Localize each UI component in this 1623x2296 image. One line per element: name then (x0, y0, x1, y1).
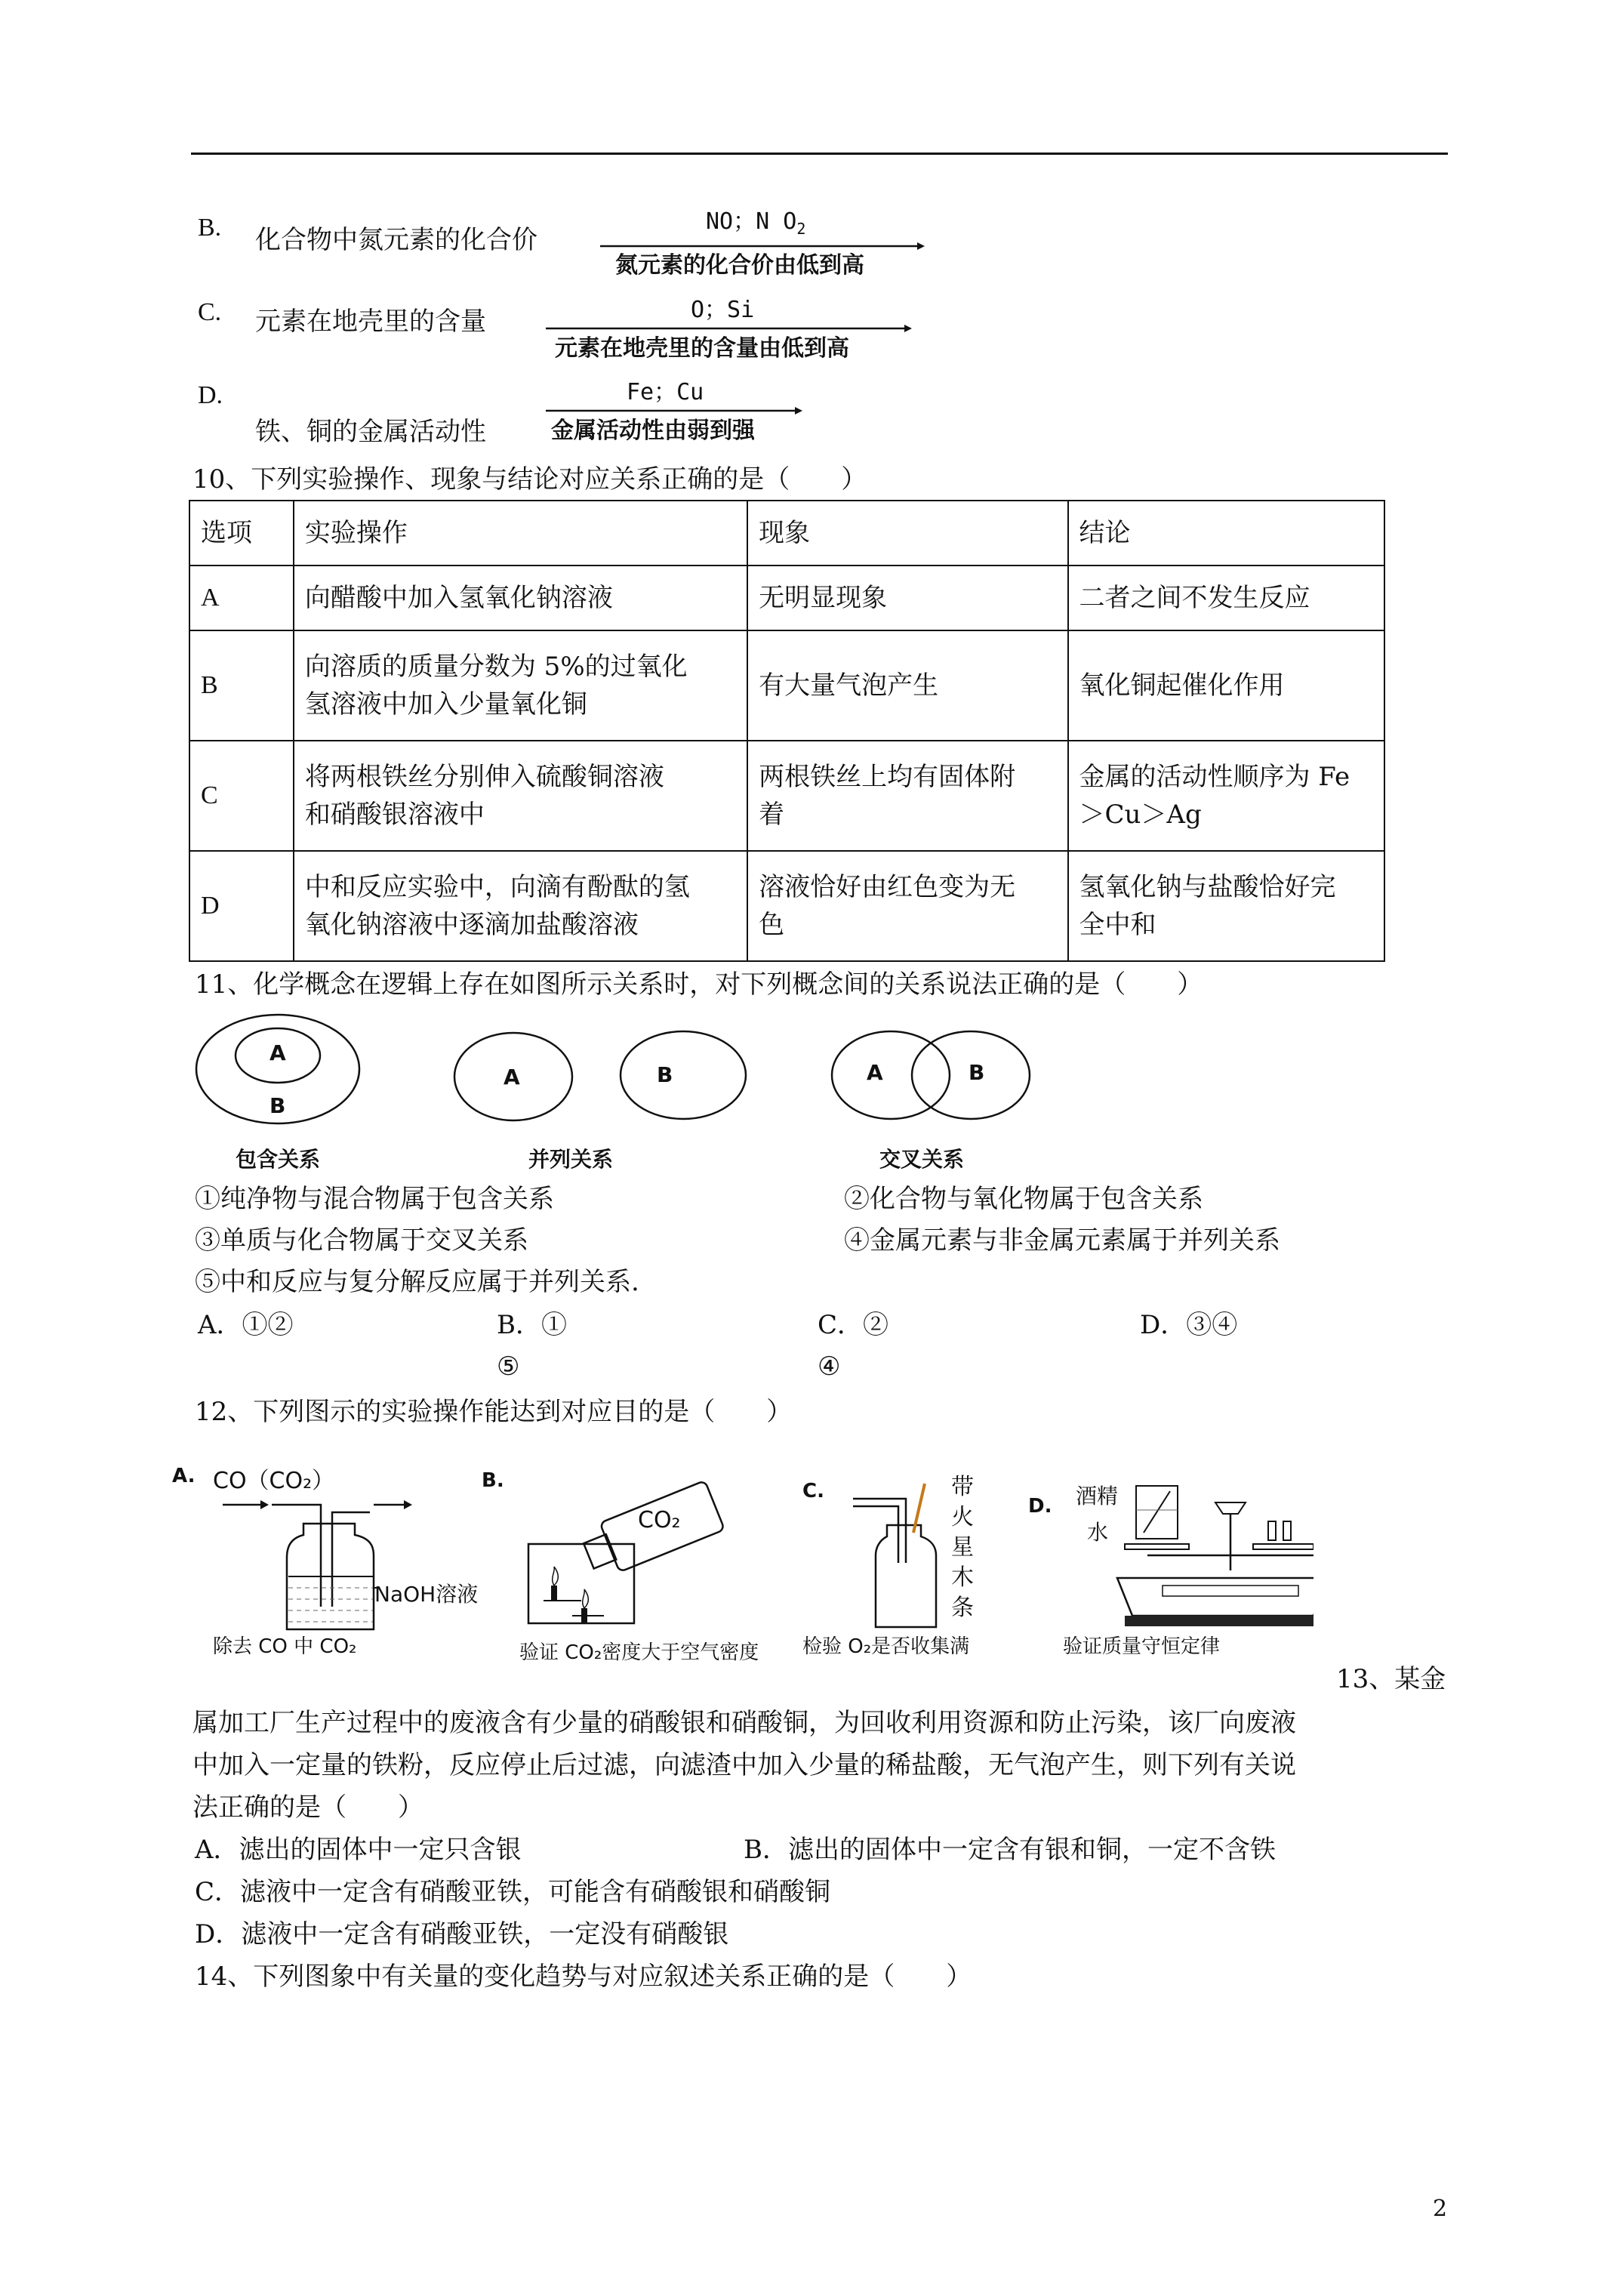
phenomenon-cell: 两根铁丝上均有固体附 着 (747, 741, 1067, 851)
q13-option-b: B．滤出的固体中一定含有银和铜，一定不含铁 (744, 1835, 1276, 1865)
q13-number: 13、某金 (1336, 1664, 1446, 1694)
option-letter: D. (198, 381, 223, 409)
statement: ①纯净物与混合物属于包含关系 (195, 1184, 554, 1214)
circle-b-label: B (657, 1062, 673, 1087)
operation-cell: 向溶质的质量分数为 5%的过氧化 氢溶液中加入少量氧化铜 (294, 630, 747, 741)
phenomenon-cell: 溶液恰好由红色变为无 色 (747, 851, 1067, 961)
statement: ④金属元素与非金属元素属于并列关系 (844, 1225, 1280, 1256)
gas-pouring-beaker-icon (521, 1472, 732, 1631)
q10-question: 10、下列实验操作、现象与结论对应关系正确的是（ ） (192, 464, 867, 495)
option-cell: C (189, 741, 294, 851)
panel-caption: 除去 CO 中 CO₂ (213, 1635, 357, 1658)
circle-b-label: B (969, 1060, 985, 1085)
conclusion-cell: 氢氧化钠与盐酸恰好完 全中和 (1068, 851, 1385, 961)
panel-caption: 验证 CO₂密度大于空气密度 (519, 1641, 759, 1664)
option-text: 元素在地壳里的含量 (255, 307, 486, 337)
page-number: 2 (1433, 2196, 1448, 2222)
q13-line: 法正确的是（ ） (192, 1792, 423, 1823)
diagram-caption: 包含关系 (236, 1147, 321, 1172)
operation-cell: 将两根铁丝分别伸入硫酸铜溶液 和硝酸银溶液中 (294, 741, 747, 851)
table-row (189, 851, 1384, 961)
conclusion-cell: 二者之间不发生反应 (1068, 566, 1385, 630)
separate-circles-icon (451, 1028, 750, 1126)
arrow-top-label: NO；N $O_2$ (706, 208, 806, 238)
choice-b: B．① (497, 1310, 567, 1340)
table-row (189, 566, 1384, 630)
header-cell: 结论 (1068, 501, 1385, 566)
arrow-top-label: Fe；Cu (627, 379, 704, 405)
arrow-bottom-label: 金属活动性由弱到强 (551, 418, 755, 444)
header-cell: 实验操作 (294, 501, 747, 566)
water-label: 水 (1087, 1520, 1109, 1545)
choice-c-cont: ④ (818, 1351, 841, 1382)
phenomenon-cell: 有大量气泡产生 (747, 630, 1067, 741)
table-header-row (189, 501, 1384, 566)
circle-a-label: A (269, 1040, 286, 1065)
choice-c: C．② (818, 1310, 889, 1340)
option-text: 铁、铜的金属活动性 (255, 417, 486, 447)
overlapping-circles-icon (829, 1027, 1036, 1125)
arrow-top-label: O；Si (691, 297, 755, 323)
option-text: 化合物中氮元素的化合价 (255, 225, 537, 255)
conclusion-cell: 氧化铜起催化作用 (1068, 630, 1385, 741)
q13-option-a: A．滤出的固体中一定只含银 (195, 1835, 522, 1865)
reagent-label: NaOH溶液 (374, 1582, 479, 1607)
q13-line: 中加入一定量的铁粉，反应停止后过滤，向滤渣中加入少量的稀盐酸，无气泡产生，则下列有关说 (192, 1750, 1296, 1780)
gas-washing-bottle-icon (219, 1493, 415, 1637)
q10-table (189, 500, 1385, 962)
circle-a-label: A (867, 1060, 883, 1085)
option-cell: B (189, 630, 294, 741)
q14-question: 14、下列图象中有关量的变化趋势与对应叙述关系正确的是（ ） (195, 1962, 972, 1992)
gas-label: CO₂ (638, 1507, 681, 1533)
q13-option-c: C．滤液中一定含有硝酸亚铁，可能含有硝酸银和硝酸铜 (195, 1877, 831, 1907)
panel-letter: B. (482, 1469, 504, 1492)
arrow-bottom-label: 氮元素的化合价由低到高 (615, 252, 864, 279)
panel-caption: 检验 O₂是否收集满 (802, 1635, 970, 1658)
diagram-caption: 并列关系 (528, 1147, 614, 1172)
gas-collecting-bottle-icon (845, 1480, 959, 1631)
choice-d: D．③④ (1140, 1310, 1238, 1340)
statement: ⑤中和反应与复分解反应属于并列关系. (195, 1267, 639, 1297)
operation-cell: 向醋酸中加入氢氧化钠溶液 (294, 566, 747, 630)
statement: ③单质与化合物属于交叉关系 (195, 1225, 528, 1256)
choice-b-cont: ⑤ (497, 1351, 520, 1382)
panel-letter: D. (1028, 1495, 1052, 1518)
table-row (189, 630, 1384, 741)
phenomenon-cell: 无明显现象 (747, 566, 1067, 630)
gas-label: CO（CO₂） (213, 1468, 335, 1494)
alcohol-label: 酒精 (1076, 1484, 1119, 1509)
choice-a: A．①② (198, 1310, 294, 1340)
panel-caption: 验证质量守恒定律 (1063, 1635, 1221, 1658)
option-cell: A (189, 566, 294, 630)
option-letter: B. (198, 214, 222, 242)
balance-scale-icon (1102, 1480, 1313, 1638)
statement: ②化合物与氧化物属于包含关系 (844, 1184, 1203, 1214)
diagram-caption: 交叉关系 (879, 1147, 965, 1172)
arrow-bottom-label: 元素在地壳里的含量由低到高 (555, 335, 849, 362)
operation-cell: 中和反应实验中，向滴有酚酞的氢 氧化钠溶液中逐滴加盐酸溶液 (294, 851, 747, 961)
circle-b-label: B (269, 1093, 286, 1118)
panel-letter: A. (172, 1465, 196, 1487)
q13-line: 属加工厂生产过程中的废液含有少量的硝酸银和硝酸铜，为回收利用资源和防止污染，该厂向废液 (192, 1708, 1296, 1738)
q12-question: 12、下列图示的实验操作能达到对应目的是（ ） (195, 1397, 793, 1427)
panel-letter: C. (802, 1480, 824, 1502)
q11-question: 11、化学概念在逻辑上存在如图所示关系时，对下列概念间的关系说法正确的是（ ） (195, 969, 1203, 1000)
splint-label: 带 火 星 木 条 (951, 1474, 974, 1621)
header-cell: 现象 (747, 501, 1067, 566)
conclusion-cell: 金属的活动性顺序为 Fe ＞Cu＞Ag (1068, 741, 1385, 851)
q13-option-d: D．滤液中一定含有硝酸亚铁，一定没有硝酸银 (195, 1919, 729, 1949)
option-letter: C. (198, 298, 222, 326)
circle-a-label: A (504, 1065, 520, 1089)
header-cell: 选项 (189, 501, 294, 566)
table-row (189, 741, 1384, 851)
option-cell: D (189, 851, 294, 961)
header-rule (191, 153, 1448, 155)
